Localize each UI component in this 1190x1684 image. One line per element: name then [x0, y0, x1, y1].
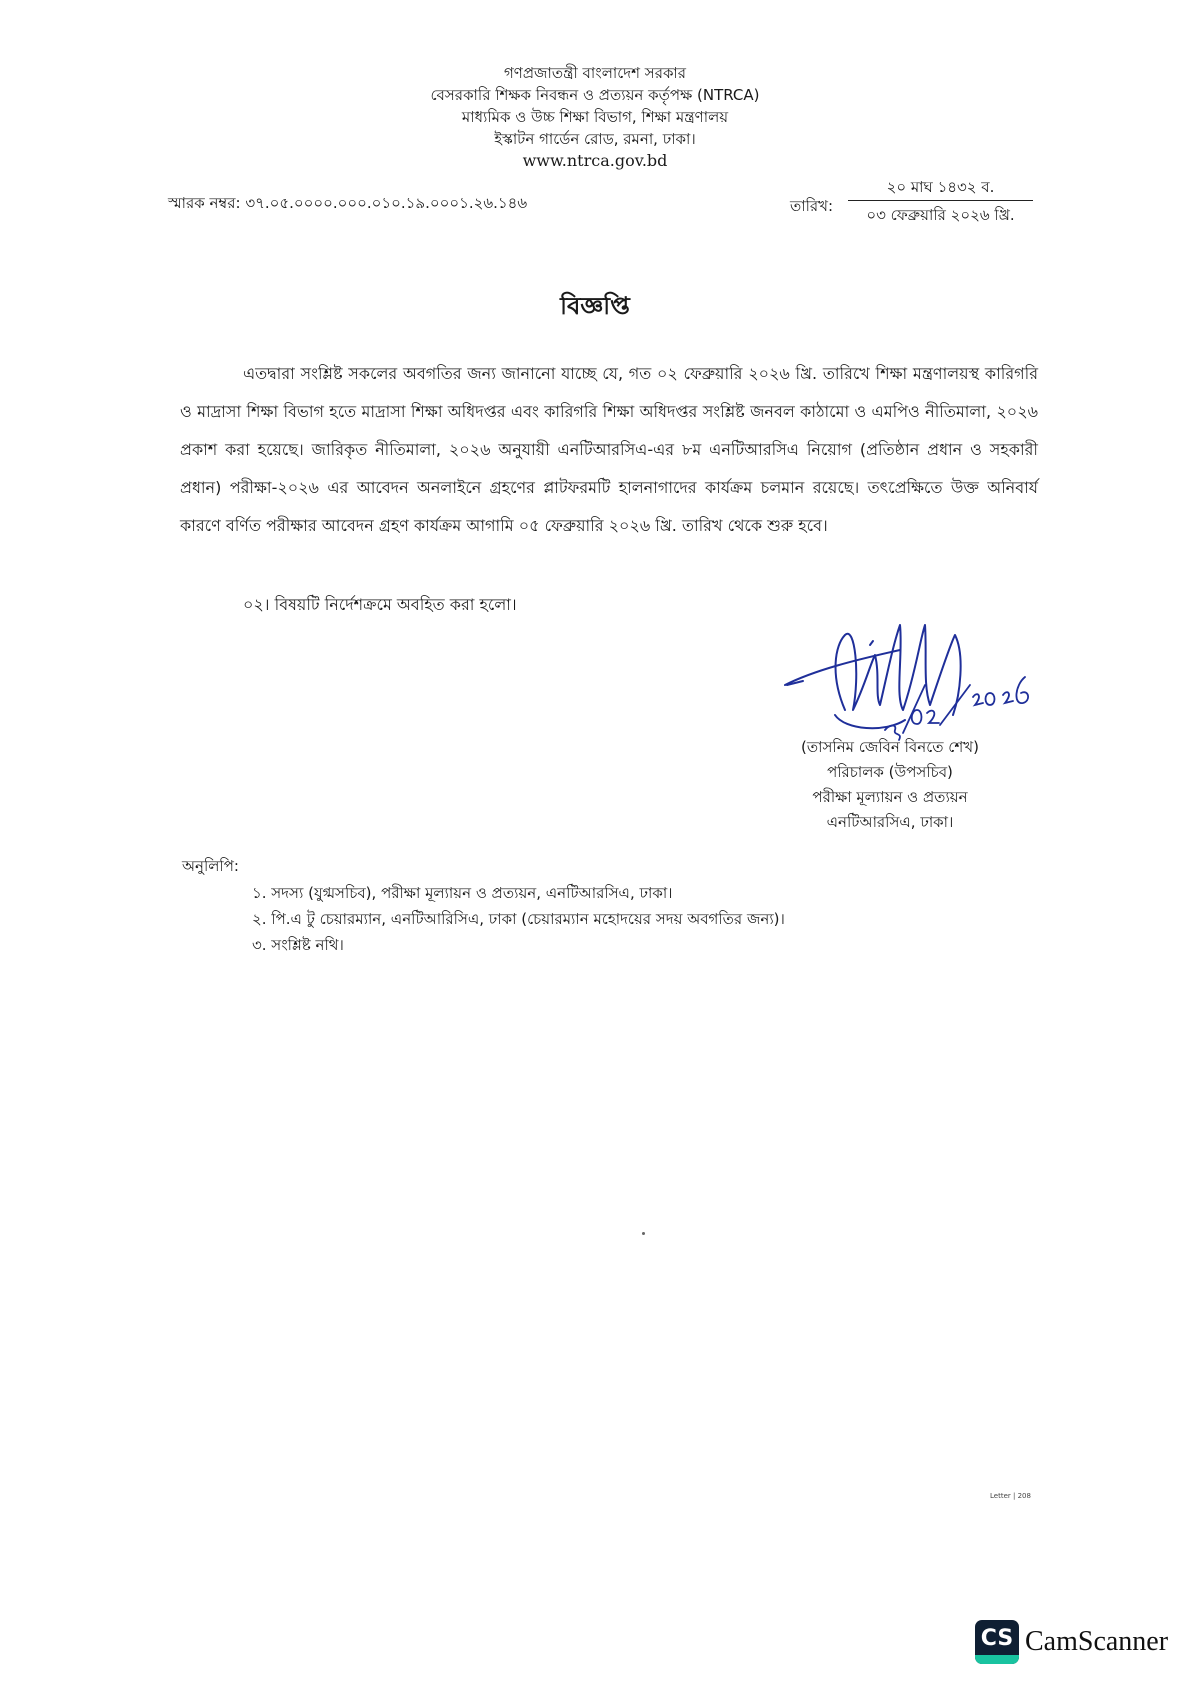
camscanner-name: CamScanner: [1025, 1626, 1169, 1657]
letterhead-website[interactable]: www.ntrca.gov.bd: [522, 151, 668, 170]
date-block: [848, 176, 1033, 227]
signatory-block: [720, 735, 1060, 835]
handwritten-signature: [775, 615, 1065, 745]
letterhead-authority: বেসরকারি শিক্ষক নিবন্ধন ও প্রত্যয়ন কর্তৃপক্ষ (NTRCA): [430, 86, 760, 104]
signatory-office: এনটিআরসিএ, ঢাকা।: [826, 813, 954, 831]
copy-list: [252, 880, 785, 958]
copy-item: ৩. সংশ্লিষ্ট নথি।: [252, 936, 344, 954]
signature-stroke: [870, 641, 873, 645]
copy-item: ১. সদস্য (যুগ্মসচিব), পরীক্ষা মূল্যায়ন ও প্রত্যয়ন, এনটিআরসিএ, ঢাকা।: [252, 884, 673, 902]
notice-title: বিজ্ঞপ্তি: [560, 292, 630, 320]
signature-date-year: [973, 677, 1028, 705]
camscanner-logo-icon: [975, 1620, 1019, 1664]
camscanner-logo-band: [975, 1655, 1019, 1664]
notice-body: [180, 355, 1038, 545]
letterhead-address: ইস্কাটন গার্ডেন রোড, রমনা, ঢাকা।: [494, 130, 696, 148]
date-gregorian: ০৩ ফেব্রুয়ারি ২০২৬ খ্রি.: [866, 206, 1015, 224]
letterhead-government: গণপ্রজাতন্ত্রী বাংলাদেশ সরকার: [503, 64, 687, 82]
letterhead: [0, 62, 1190, 172]
date-bangla: ২০ মাঘ ১৪৩২ ব.: [848, 176, 1033, 201]
memo-number: স্মারক নম্বর: ৩৭.০৫.০০০০.০০০.০১০.১৯.০০০১.২৬.১৪৬: [168, 194, 528, 212]
signatory-department: পরীক্ষা মূল্যায়ন ও প্রত্যয়ন: [812, 788, 968, 806]
camscanner-logo-text: CS: [980, 1626, 1014, 1651]
signature-date-month: [912, 710, 939, 724]
notice-paragraph-1: এতদ্বারা সংশ্লিষ্ট সকলের অবগতির জন্য জানানো যাচ্ছে যে, গত ০২ ফেব্রুয়ারি ২০২৬ খ্রি. তারিখে শিক্ষা মন্ত্রণালয়স্থ কারিগরি ও মাদ্রাসা শিক্ষা বিভাগ হতে মাদ্রাসা শিক্ষা অধিদপ্তর এবং কারিগরি শিক্ষা অধিদপ্তর সংশ্লিষ্ট জনবল কাঠামো ও এমপিও নীতিমালা, ২০২৬ প্রকাশ করা হয়েছে। জারিকৃত নীতিমালা, ২০২৬ অনুযায়ী এনটিআরসিএ-এর ৮ম এনটিআরসিএ নিয়োগ (প্রতিষ্ঠান প্রধান ও সহকারী প্রধান) পরীক্ষা-২০২৬ এর আবেদন অনলাইনে গ্রহণের প্লাটফরমটি হালনাগাদের কার্যক্রম চলমান রয়েছে। তৎপ্রেক্ষিতে উক্ত অনিবার্য কারণে বর্ণিত পরীক্ষার আবেদন গ্রহণ কার্যক্রম আগামি ০৫ ফেব্রুয়ারি ২০২৬ খ্রি. তারিখ থেকে শুরু হবে।: [180, 364, 1038, 535]
signatory-name: (তাসনিম জেবিন বিনতে শেখ): [801, 738, 979, 756]
signature-stroke: [836, 625, 961, 715]
camscanner-watermark: [975, 1620, 1168, 1664]
date-label: তারিখ:: [790, 197, 834, 215]
signature-date-slash: [940, 685, 970, 725]
signature-stroke: [785, 650, 900, 685]
scan-speck: [642, 1232, 645, 1235]
letterhead-division: মাধ্যমিক ও উচ্চ শিক্ষা বিভাগ, শিক্ষা মন্ত্রণালয়: [461, 108, 729, 126]
copy-label: অনুলিপি:: [182, 857, 239, 875]
letter-mark: Letter | 208: [990, 1492, 1031, 1500]
copy-item: ২. পি.এ টু চেয়ারম্যান, এনটিআরিসিএ, ঢাকা (চেয়ারম্যান মহোদয়ের সদয় অবগতির জন্য)।: [252, 910, 785, 928]
signature-date-slash: [903, 685, 925, 733]
notice-paragraph-2: ০২। বিষয়টি নির্দেশক্রমে অবহিত করা হলো।: [243, 595, 517, 614]
signatory-designation: পরিচালক (উপসচিব): [827, 763, 953, 781]
